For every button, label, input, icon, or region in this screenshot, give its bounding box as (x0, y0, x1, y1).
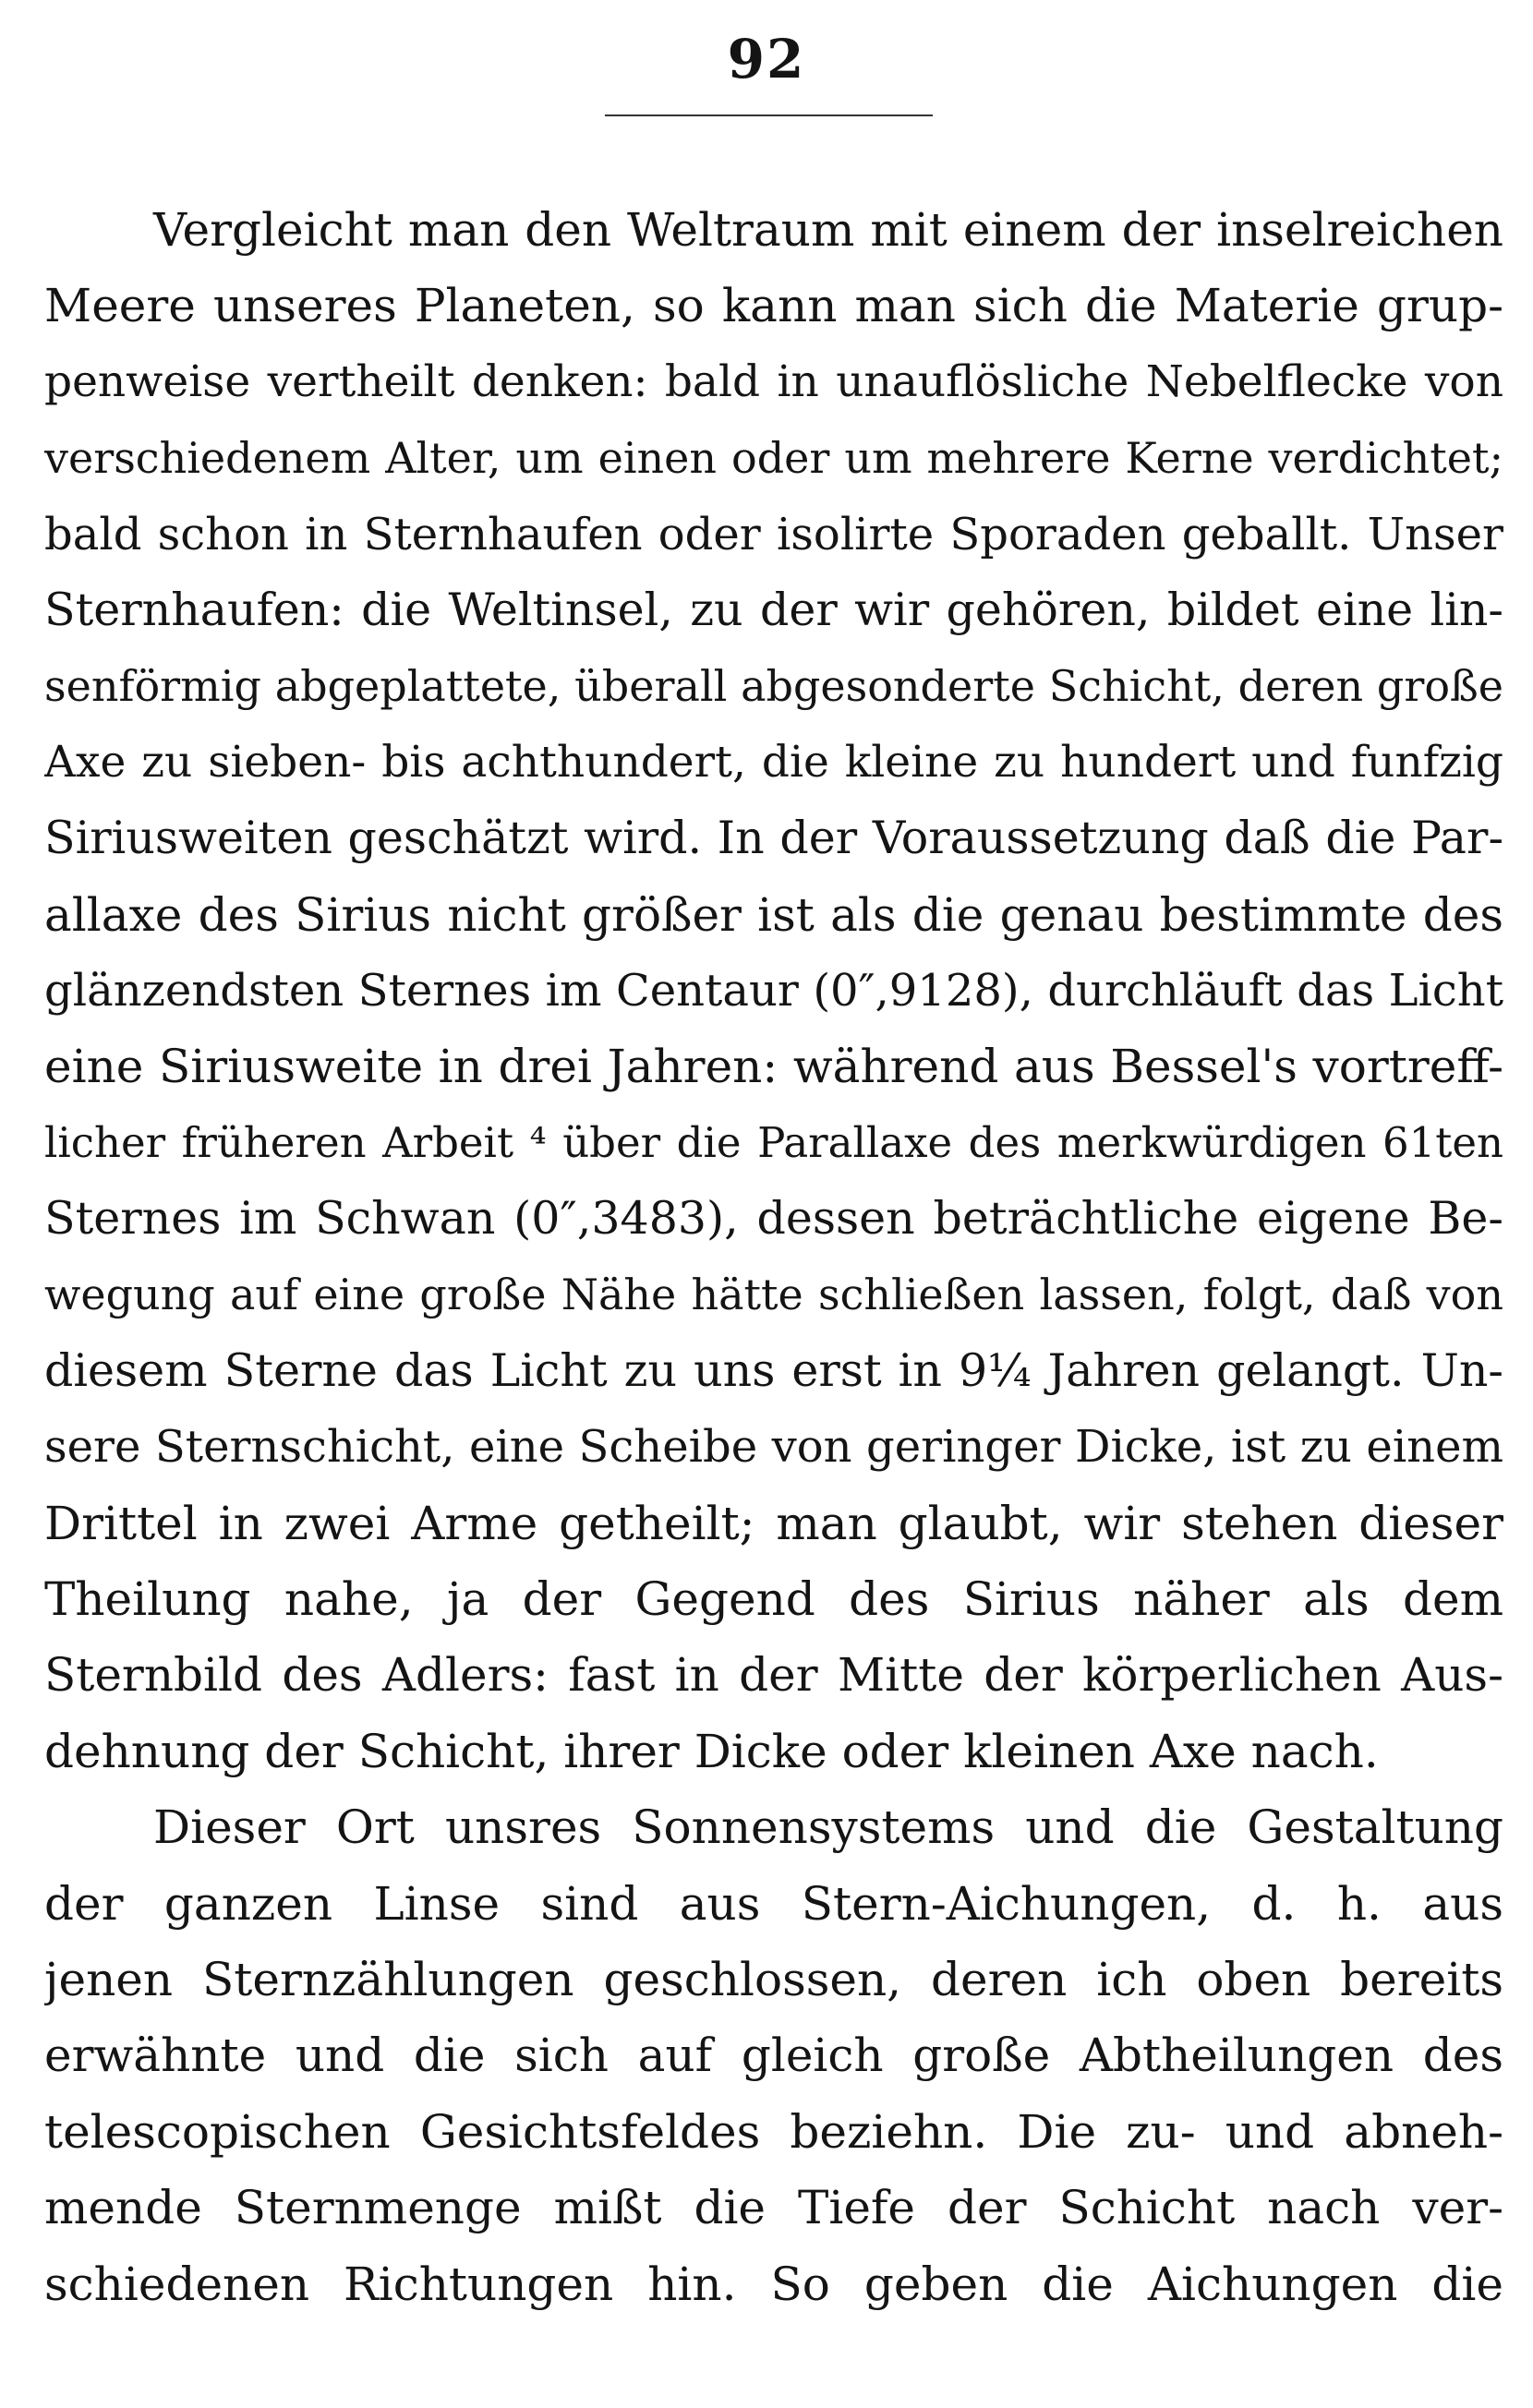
text-line: diesem Sterne das Licht zu uns erst in 9¼ Jahren gelangt. Un- (44, 1343, 1503, 1397)
text-line: Siriusweiten geschätzt wird. In der Voraussetzung daß die Par- (44, 812, 1503, 865)
text-line: der ganzen Linse sind aus Stern-Aichungen, d. h. aus (44, 1876, 1503, 1931)
text-line: Drittel in zwei Arme getheilt; man glaubt, wir stehen dieser (44, 1496, 1503, 1550)
text-line: bald schon in Sternhaufen oder isolirte Sporaden geballt. Unser (44, 508, 1503, 560)
text-line: licher früheren Arbeit ⁴ über die Parallaxe des merkwürdigen 61ten (44, 1117, 1503, 1167)
text-line: allaxe des Sirius nicht größer ist als die genau bestimmte des (44, 887, 1503, 942)
paragraph-2 (44, 1789, 1503, 2322)
text-line: wegung auf eine große Nähe hätte schließen lassen, folgt, daß von (44, 1270, 1503, 1320)
text-line: Sternhaufen: die Weltinsel, zu der wir gehören, bildet eine lin- (44, 583, 1503, 636)
text-line: senförmig abgeplattete, überall abgesonderte Schicht, deren große (44, 661, 1503, 712)
text-line: Sternes im Schwan (0″,3483), dessen beträchtliche eigene Be- (44, 1192, 1503, 1246)
text-line: sere Sternschicht, eine Scheibe von geringer Dicke, ist zu einem (44, 1421, 1503, 1474)
text-line: jenen Sternzählungen geschlossen, deren ich oben bereits (44, 1952, 1503, 2006)
text-line: dehnung der Schicht, ihrer Dicke oder kleinen Axe nach. (44, 1724, 1379, 1778)
text-line: erwähnte und die sich auf gleich große Abtheilungen des (44, 2029, 1503, 2083)
text-line: mende Sternmenge mißt die Tiefe der Schicht nach ver- (44, 2181, 1503, 2235)
text-line: schiedenen Richtungen hin. So geben die Aichungen die (44, 2257, 1503, 2311)
header-rule (605, 114, 933, 116)
page-number: 92 (727, 28, 806, 90)
text-line: glänzendsten Sternes im Centaur (0″,9128), durchläuft das Licht (44, 964, 1503, 1017)
text-line: Axe zu sieben- bis achthundert, die kleine zu hundert und funfzig (44, 736, 1503, 788)
text-line: Vergleicht man den Weltraum mit einem der inselreichen (153, 203, 1503, 257)
text-line: Meere unseres Planeten, so kann man sich die Materie grup- (44, 279, 1503, 333)
text-line: penweise vertheilt denken: bald in unauflösliche Nebelflecke von (44, 355, 1503, 407)
paragraph-1 (44, 192, 1503, 1789)
text-line: verschiedenem Alter, um einen oder um mehrere Kerne verdichtet; (44, 433, 1503, 484)
text-line: Sternbild des Adlers: fast in der Mitte der körperlichen Aus- (44, 1648, 1503, 1703)
text-line: Theilung nahe, ja der Gegend des Sirius näher als dem (44, 1572, 1503, 1627)
text-line: telescopischen Gesichtsfeldes beziehn. Die zu- und abneh- (44, 2104, 1503, 2159)
body-text (44, 192, 1503, 2322)
text-line: Dieser Ort unsres Sonnensystems und die Gestaltung (153, 1800, 1503, 1855)
text-line: eine Siriusweite in drei Jahren: während aus Bessel's vortreff- (44, 1040, 1503, 1094)
